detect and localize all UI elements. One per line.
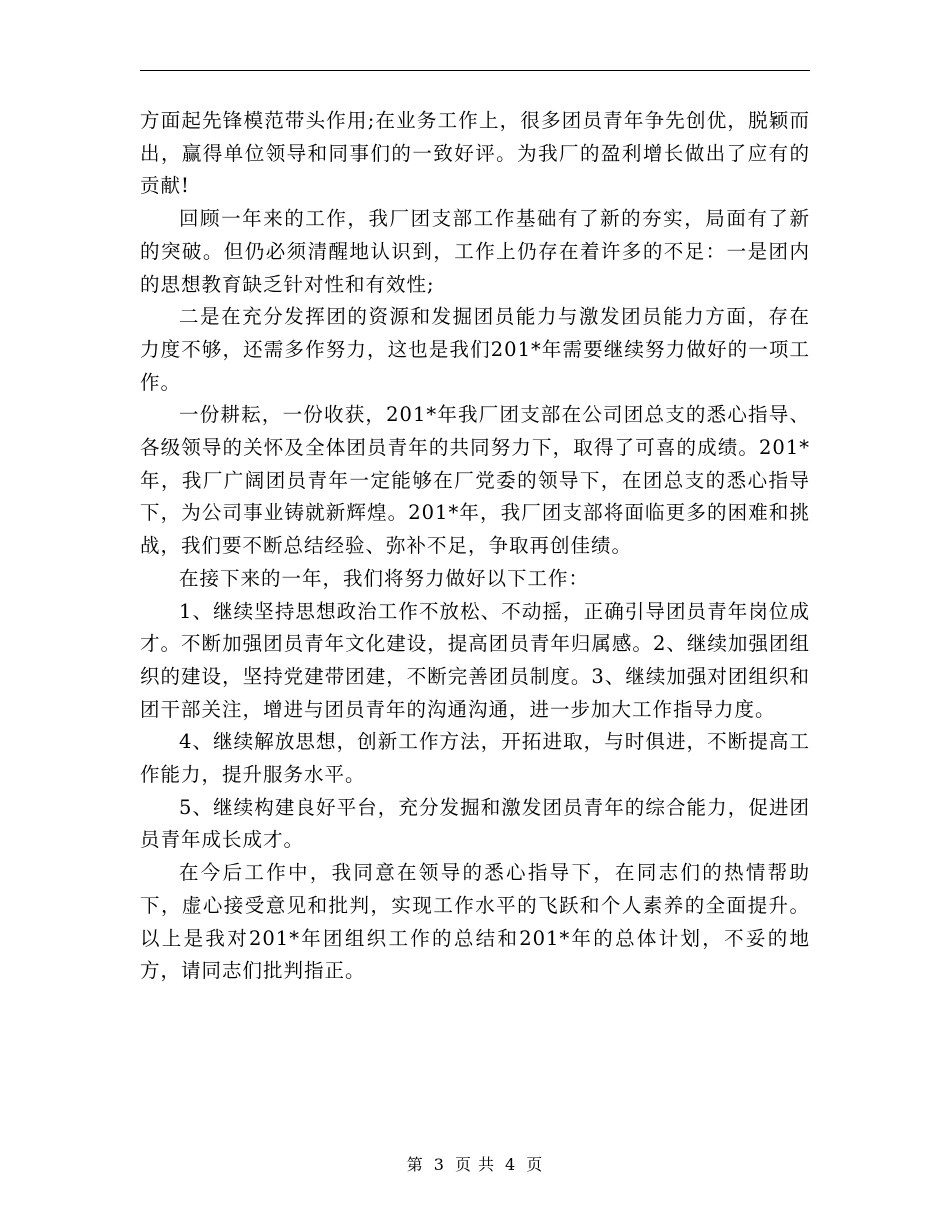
page-footer [0,1152,950,1175]
paragraph-2: 回顾一年来的工作，我厂团支部工作基础有了新的夯实，局面有了新的突破。但仍必须清醒地认识到，工作上仍存在着许多的不足：一是团内的思想教育缺乏针对性和有效性; [140,207,810,296]
paragraph-8: 5、继续构建良好平台，充分发掘和激发团员青年的综合能力，促进团员青年成长成才。 [140,795,810,852]
footer-suffix: 页 [526,1155,544,1174]
paragraph-5: 在接下来的一年，我们将努力做好以下工作： [179,566,590,590]
paragraph-3: 二是在充分发挥团的资源和发掘团员能力与激发团员能力方面，存在力度不够，还需多作努力，这也是我们201*年需要继续努力做好的一项工作。 [140,305,810,394]
footer-total-pages: 4 [505,1155,517,1174]
paragraph-7: 4、继续解放思想，创新工作方法，开拓进取，与时俱进，不断提高工作能力，提升服务水平。 [140,730,810,787]
footer-page-number: 3 [433,1155,445,1174]
paragraph-4: 一份耕耘，一份收获，201*年我厂团支部在公司团总支的悉心指导、各级领导的关怀及全体团员青年的共同努力下，取得了可喜的成绩。201*年，我厂广阔团员青年一定能够在厂党委的领导下，在团总支的悉心指导下，为公司事业铸就新辉煌。201*年，我厂团支部将面临更多的困难和挑战，我们要不断总结经验、弥补不足，争取再创佳绩。 [140,403,810,558]
paragraph-9: 在今后工作中，我同意在领导的悉心指导下，在同志们的热情帮助下，虚心接受意见和批判，实现工作水平的飞跃和个人素养的全面提升。以上是我对201*年团组织工作的总结和201*年的总体计划，不妥的地方，请同志们批判指正。 [140,861,810,983]
paragraph-6: 1、继续坚持思想政治工作不放松、不动摇，正确引导团员青年岗位成才。不断加强团员青年文化建设，提高团员青年归属感。2、继续加强团组织的建设，坚持党建带团建，不断完善团员制度。3、继续加强对团组织和团干部关注，增进与团员青年的沟通沟通，进一步加大工作指导力度。 [140,599,810,721]
footer-middle: 页 共 [454,1155,496,1174]
document-body [140,105,810,988]
footer-prefix: 第 [406,1155,424,1174]
header-rule [140,70,810,71]
paragraph-1: 方面起先锋模范带头作用;在业务工作上，很多团员青年争先创优，脱颖而出，赢得单位领导和同事们的一致好评。为我厂的盈利增长做出了应有的贡献! [140,109,810,198]
